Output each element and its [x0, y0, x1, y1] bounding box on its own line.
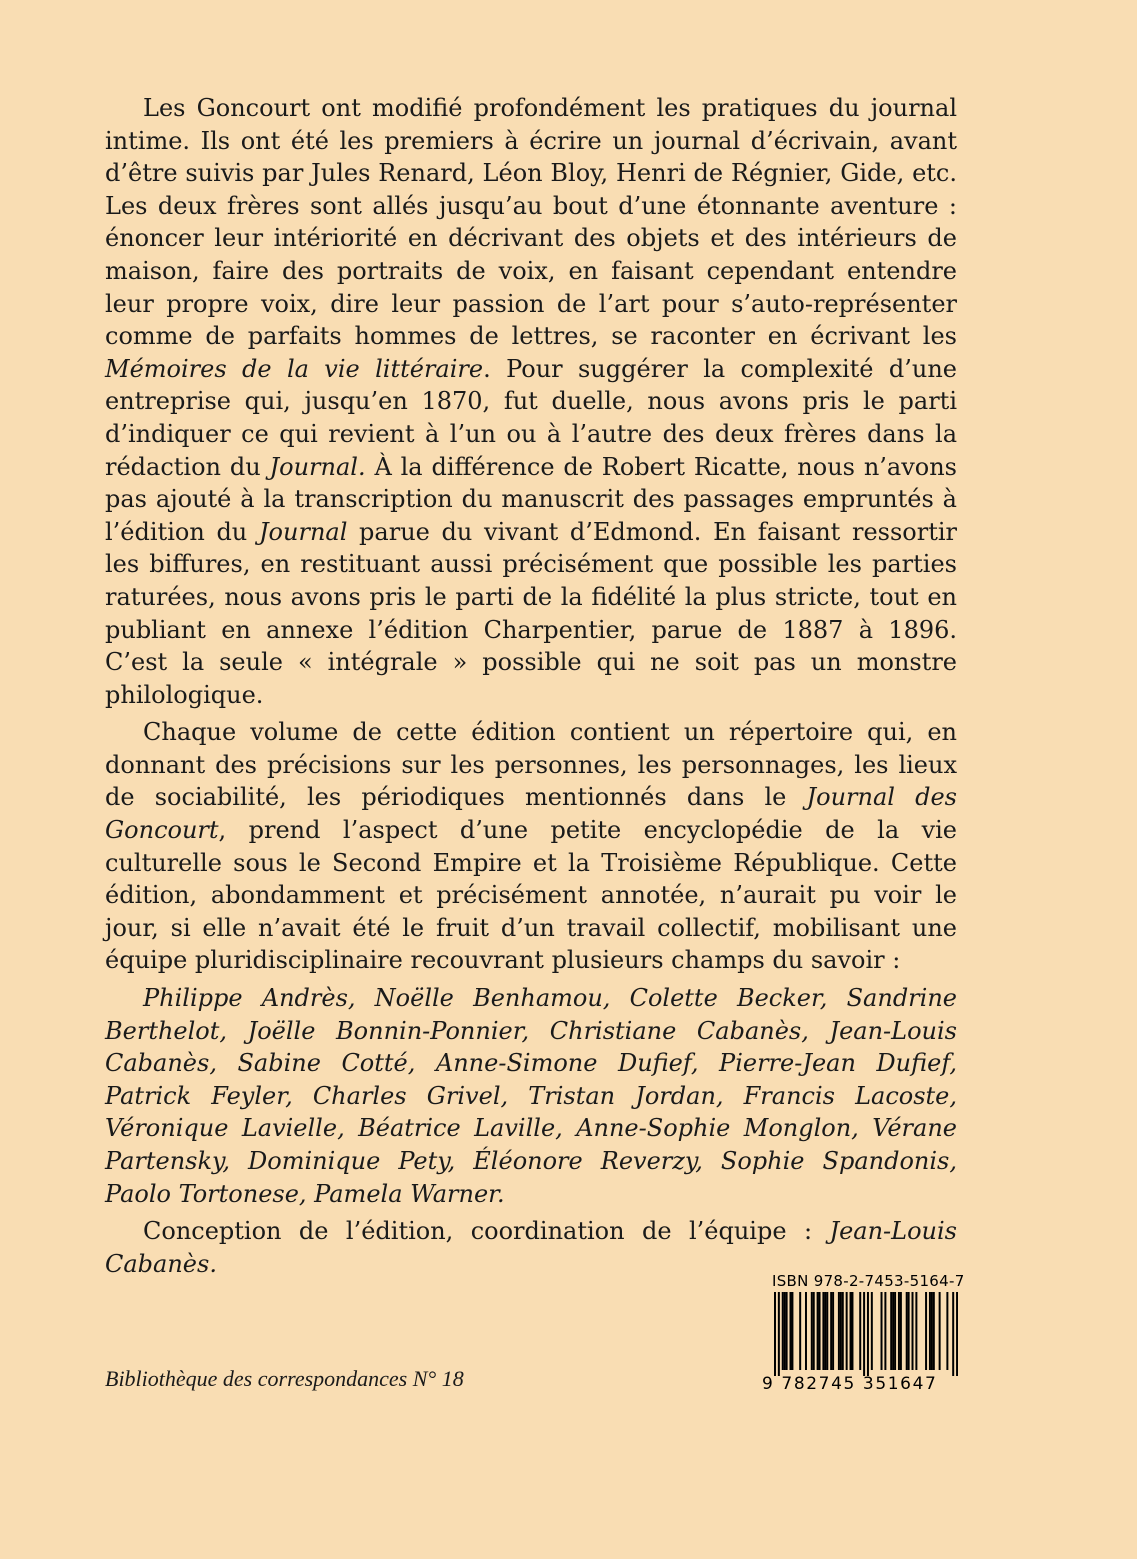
- barcode-bar: [931, 1292, 933, 1370]
- barcode-bar: [842, 1292, 844, 1370]
- title-journal: Journal.: [269, 452, 366, 481]
- series-label: Bibliothèque des correspondances N° 18: [105, 1366, 464, 1391]
- paragraph-coordination: Conception de l’édition, coordination de l’équipe : Jean-Louis Cabanès.: [105, 1217, 957, 1278]
- barcode-bar: [933, 1292, 935, 1370]
- barcode-bar: [946, 1292, 948, 1370]
- barcode-bar: [822, 1292, 824, 1370]
- barcode-bar: [863, 1292, 865, 1376]
- barcode-bar: [805, 1292, 807, 1370]
- barcode-bar: [786, 1292, 788, 1370]
- barcode-bar: [778, 1292, 780, 1376]
- barcode-bar: [851, 1292, 853, 1370]
- barcode-bar: [838, 1292, 840, 1370]
- barcode-bar: [867, 1292, 869, 1376]
- barcode-bar: [784, 1292, 786, 1370]
- barcode-bar: [817, 1292, 819, 1370]
- barcode-bar: [799, 1292, 801, 1370]
- barcode-bar: [956, 1292, 958, 1376]
- barcode-bar: [850, 1292, 852, 1370]
- barcode-bar: [929, 1292, 931, 1370]
- barcode-bar: [871, 1292, 873, 1370]
- barcode-bar: [890, 1292, 892, 1370]
- barcode-bar: [894, 1292, 896, 1370]
- isbn-barcode: [762, 1272, 965, 1400]
- barcode-bar: [789, 1292, 791, 1370]
- title-journal-goncourt: Journal des Goncourt: [105, 783, 957, 845]
- barcode-bar: [952, 1292, 954, 1376]
- barcode-bar: [906, 1292, 908, 1370]
- barcode-bar: [813, 1292, 815, 1370]
- barcode-bar: [824, 1292, 826, 1370]
- barcode-bar: [939, 1292, 941, 1370]
- barcode-bar: [892, 1292, 894, 1370]
- barcode-bar: [884, 1292, 886, 1370]
- barcode-bar: [840, 1292, 842, 1370]
- barcode-bar: [881, 1292, 883, 1370]
- barcode-bar: [774, 1292, 776, 1376]
- back-cover-text: [105, 92, 957, 1285]
- paragraph-intro: Les Goncourt ont modifié profondément les pratiques du journal intime. Ils ont été les premiers à écrire un journal d’écrivain, avant d’être suivis par Jules Renard, Léon Bloy, Henri de Régnier, Gide, etc. Les deux frères sont allés jusqu’au bout d’une étonnante aventure : énoncer leur intériorité en décrivant des objets et des intérieurs de maison, faire des portraits de voix, en faisant cependant entendre leur propre voix, dire leur passion de l’art pour s’auto-représenter comme de parfaits hommes de lettres, se raconter en écrivant les Mémoires de la vie littéraire. Pour suggérer la complexité d’une entreprise qui, jusqu’en 1870, fut duelle, nous avons pris le parti d’indiquer ce qui revient à l’un ou à l’autre des deux frères dans la rédaction du Journal. À la différence de Robert Ricatte, nous n’avons pas ajouté à la transcription du manuscrit des passages empruntés à l’édition du Journal parue du vivant d’Edmond. En faisant ressortir les biffures, en restituant aussi précisément que possible les parties raturées, nous avons pris le parti de la fidélité la plus stricte, tout en publiant en annexe l’édition Charpentier, parue de 1887 à 1896. C’est la seule « intégrale » possible qui ne soit pas un monstre philologique.: [105, 94, 958, 709]
- barcode-bar: [782, 1292, 784, 1370]
- barcode-bar: [908, 1292, 910, 1370]
- barcode-bar: [900, 1292, 902, 1370]
- isbn-label: ISBN 978-2-7453-5164-7: [772, 1272, 965, 1290]
- barcode-bar: [791, 1292, 793, 1370]
- contributors-list: Philippe Andrès, Noëlle Benhamou, Colette Becker, Sandrine Berthelot, Joëlle Bonnin-Ponnier, Christiane Cabanès, Jean-Louis Cabanès, Sabine Cotté, Anne-Simone Dufief, Pierre-Jean Dufief, Patrick Feyler, Charles Grivel, Tristan Jordan, Francis Lacoste, Véronique Lavielle, Béatrice Laville, Anne-Sophie Monglon, Vérane Partensky, Dominique Pety, Éléonore Reverzy, Sophie Spandonis, Paolo Tortonese, Pamela Warner.: [105, 984, 957, 1208]
- barcode-bar: [830, 1292, 832, 1370]
- barcode-bar: [859, 1292, 861, 1370]
- title-journal-2: Journal: [258, 517, 348, 546]
- barcode-bar: [819, 1292, 821, 1370]
- coordinator-name: Jean-Louis Cabanès.: [105, 1217, 957, 1278]
- title-memoires: Mémoires de la vie littéraire: [105, 354, 484, 383]
- barcode-bar: [898, 1292, 900, 1370]
- barcode-icon: [762, 1292, 958, 1376]
- barcode-bar: [915, 1292, 917, 1370]
- barcode-bar: [811, 1292, 813, 1370]
- barcode-bar: [925, 1292, 927, 1370]
- barcode-bar: [846, 1292, 848, 1370]
- barcode-bar: [826, 1292, 828, 1370]
- barcode-bar: [912, 1292, 914, 1370]
- barcode-bar: [832, 1292, 834, 1370]
- barcode-digits: 9 782745 351647: [762, 1374, 938, 1394]
- paragraph-edition: Chaque volume de cette édition contient un répertoire qui, en donnant des précisions sur les personnes, les personnages, les lieux de sociabilité, les périodiques mentionnés dans le Journal des Goncourt, prend l’aspect d’une petite encyclopédie de la vie culturelle sous le Second Empire et la Troisième République. Cette édition, abondamment et précisément annotée, n’aurait pu voir le jour, si elle n’avait été le fruit d’un travail collectif, mobilisant une équipe pluridisciplinaire recouvrant plusieurs champs du savoir :: [105, 718, 957, 975]
